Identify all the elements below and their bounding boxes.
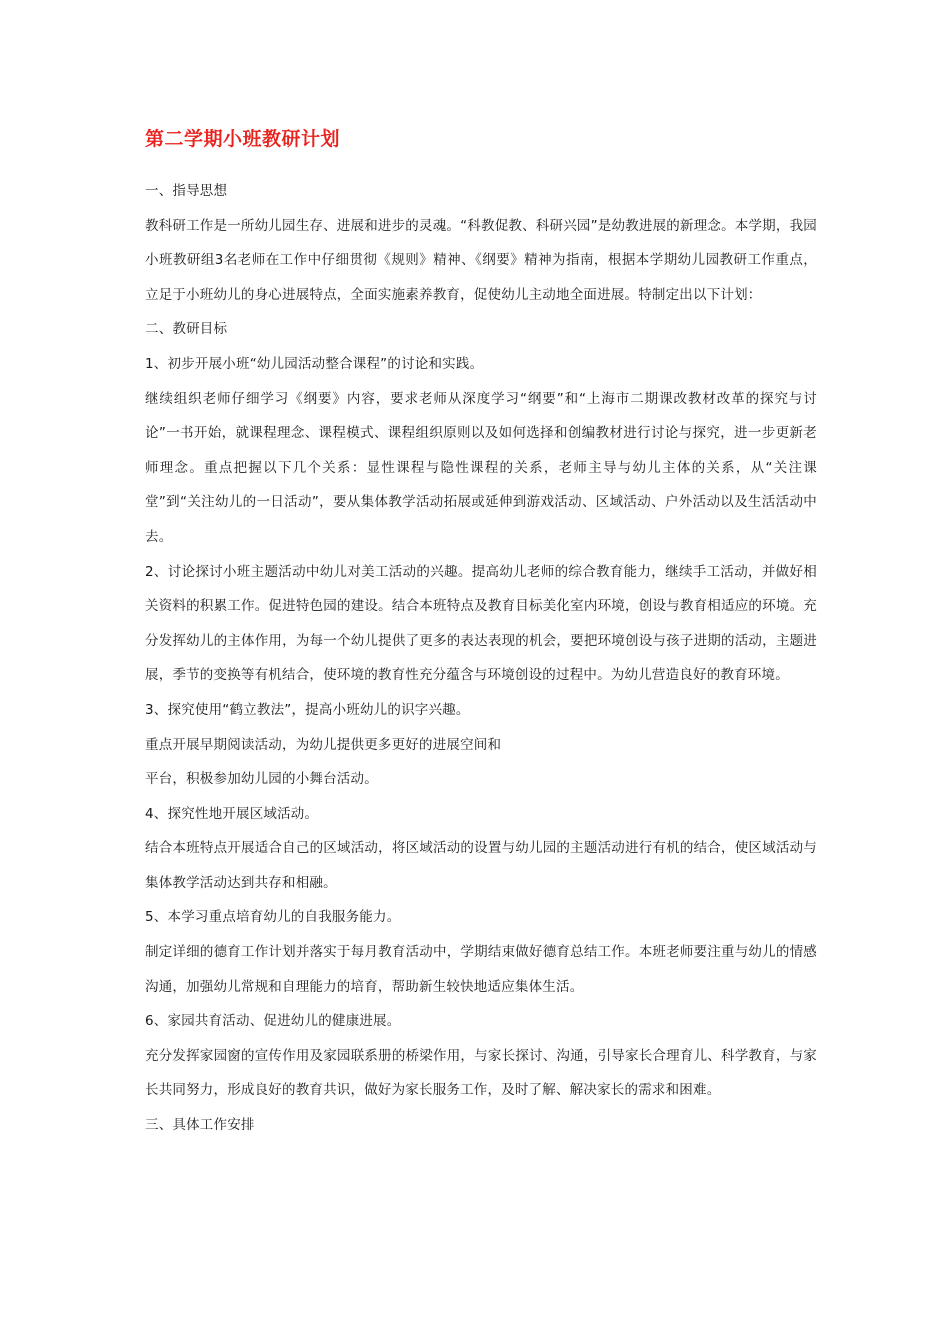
goal-item-2: 2、讨论探讨小班主题活动中幼儿对美工活动的兴趣。提高幼儿老师的综合教育能力，继续手工活动，并做好相关资料的积累工作。促进特色园的建设。结合本班特点及教育目标美化室内环境，创设与教育相适应的环境。充分发挥幼儿的主体作用，为每一个幼儿提供了更多的表达表现的机会，要把环境创设与孩子进期的活动，主题进展，季节的变换等有机结合，使环境的教育性充分蕴含与环境创设的过程中。为幼儿营造良好的教育环境。	[145, 563, 817, 684]
paragraph-goal-1: 继续组织老师仔细学习《纲要》内容，要求老师从深度学习“纲要”和“上海市二期课改教材改革的探究与讨论”一书开始，就课程理念、课程模式、课程组织原则以及如何选择和创编教材进行讨论与探究，进一步更新老师理念。重点把握以下几个关系：显性课程与隐性课程的关系，老师主导与幼儿主体的关系，从“关注课堂”到“关注幼儿的一日活动”，要从集体教学活动拓展或延伸到游戏活动、区域活动、户外活动以及生活活动中去。	[145, 390, 817, 545]
section-heading-goals: 二、教研目标	[145, 321, 228, 338]
paragraph-goal-5: 制定详细的德育工作计划并落实于每月教育活动中，学期结束做好德育总结工作。本班老师要注重与幼儿的情感沟通，加强幼儿常规和自理能力的培育，帮助新生较快地适应集体生活。	[145, 944, 817, 995]
section-heading-work-arrangement: 三、具体工作安排	[145, 1117, 255, 1134]
goal-item-3: 3、探究使用“鹤立教法”，提高小班幼儿的识字兴趣。	[145, 701, 470, 718]
section-heading-guiding-thought: 一、指导思想	[145, 183, 228, 199]
paragraph-goal-3-line-1: 重点开展早期阅读活动，为幼儿提供更多更好的进展空间和	[145, 736, 502, 753]
paragraph-guiding-thought: 教科研工作是一所幼儿园生存、进展和进步的灵魂。“科教促教、科研兴园”是幼教进展的新理念。本学期，我园小班教研组3名老师在工作中仔细贯彻《规则》精神、《纲要》精神为指南，根据本学期幼儿园教研工作重点，立足于小班幼儿的身心进展特点，全面实施素养教育，促使幼儿主动地全面进展。特制定出以下计划：	[145, 217, 817, 303]
paragraph-goal-4: 结合本班特点开展适合自己的区域活动，将区域活动的设置与幼儿园的主题活动进行有机的结合，使区域活动与集体教学活动达到共存和相融。	[145, 840, 817, 891]
document-body	[145, 174, 817, 1143]
goal-item-6: 6、家园共育活动、促进幼儿的健康进展。	[145, 1013, 401, 1030]
goal-item-5: 5、本学习重点培育幼儿的自我服务能力。	[145, 909, 401, 926]
paragraph-goal-3-line-2: 平台，积极参加幼儿园的小舞台活动。	[145, 771, 378, 788]
goal-item-4: 4、探究性地开展区域活动。	[145, 805, 319, 822]
document-title: 第二学期小班教研计划	[145, 128, 341, 150]
goal-item-1: 1、初步开展小班“幼儿园活动整合课程”的讨论和实践。	[145, 355, 484, 372]
paragraph-goal-6: 充分发挥家园窗的宣传作用及家园联系册的桥梁作用，与家长探讨、沟通，引导家长合理育儿、科学教育，与家长共同努力，形成良好的教育共识，做好为家长服务工作，及时了解、解决家长的需求和困难。	[145, 1047, 817, 1099]
